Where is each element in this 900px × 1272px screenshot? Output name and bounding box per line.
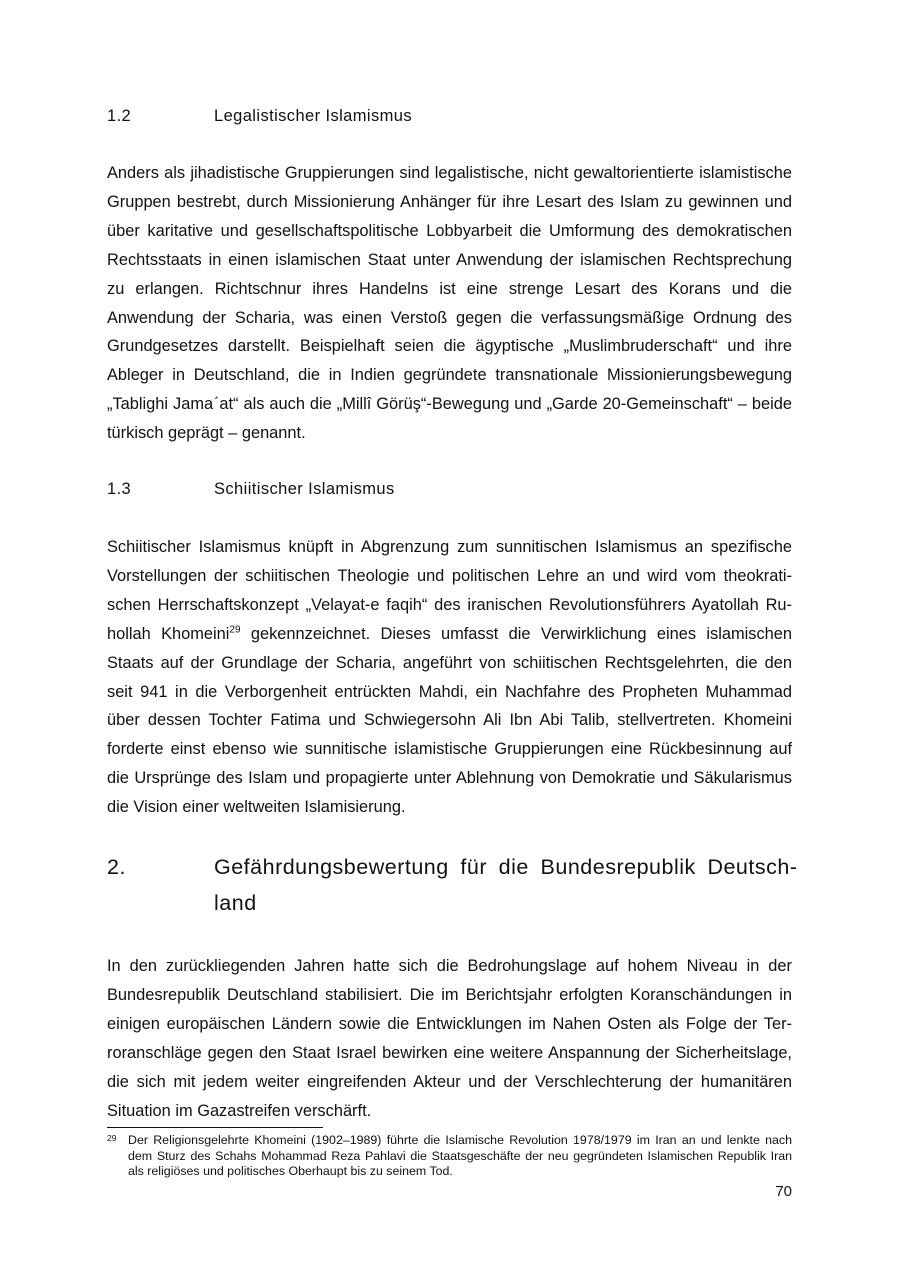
chapter-title: Gefährdungsbewertung für die Bundesrepublik Deutschland — [214, 855, 797, 915]
section-number: 1.3 — [107, 480, 132, 498]
paragraph-text: gekennzeichnet. Dieses umfasst die Verwirklichung eines islamischen Staats auf der Grundlage der Scharia, angeführt von schiitischen Rechtsgelehrten, die den seit 941 in die Verborgenheit entrückten Mahdi, ein Nachfahre des Propheten Muhammad über dessen Tochter Fatima und Schwiegersohn Ali Ibn Abi Talib, stellvertreten. Khomeini forderte einst ebenso wie sunnitische islamistische Gruppierungen eine Rückbesinnung auf die Ursprünge des Islam und propagierte unter Ablehnung von Demokratie und Säkularismus die Vision einer weltweiten Islamisierung. — [107, 624, 792, 817]
footnote-reference[interactable]: 29 — [229, 624, 241, 636]
footnote-separator — [107, 1127, 323, 1128]
paragraph-threat-assessment: In den zurückliegenden Jahren hatte sich die Bedrohungslage auf hohem Niveau in der Bundesrepublik Deutschland stabilisiert. Die im Berichtsjahr erfolgten Koranschändungen in einigen europäischen Ländern sowie die Entwicklungen im Nahen Osten als Folge der Terroranschläge gegen den Staat Israel bewirken eine weitere Anspannung der Sicherheitslage, die sich mit jedem weiter eingreifenden Akteur und der Verschlechterung der humanitären Situation im Gazastreifen verschärft. — [107, 957, 792, 1120]
footnote-number: 29 — [107, 1133, 117, 1143]
paragraph-shiite-islamism — [107, 533, 792, 822]
paragraph-text: Schiitischer Islamismus knüpft in Abgrenzung zum sunnitischen Islamismus an spezifische Vorstellungen der schiitischen Theologie und politischen Lehre an und wird vom theokratischen Herrschaftskonzept „Velayat-e faqih“ des iranischen Revolutionsführers Ayatollah Ruhollah Khomeini — [107, 538, 792, 643]
section-number: 1.2 — [107, 107, 132, 125]
paragraph-legalistic-islamism: Anders als jihadistische Gruppierungen sind legalistische, nicht gewaltorientierte islamistische Gruppen bestrebt, durch Missionierung Anhänger für ihre Lesart des Islam zu gewinnen und über karitative und gesellschaftspolitische Lobbyarbeit die Umformung des demokratischen Rechtsstaats in einen islamischen Staat unter Anwendung der islamischen Rechtsprechung zu erlangen. Richtschnur ihres Handelns ist eine strenge Lesart des Korans und die Anwendung der Scharia, was einen Verstoß gegen die verfassungsmäßige Ordnung des Grundgesetzes darstellt. Beispielhaft seien die ägyptische „Muslimbruderschaft“ und ihre Ableger in Deutschland, die in Indien gegründete transnationale Missionierungsbewegung „Tablighi Jamaˊat“ als auch die „Millî Görüş“-Bewegung und „Garde 20-Gemeinschaft“ – beide türkisch geprägt – genannt. — [107, 164, 792, 443]
section-title: Schiitischer Islamismus — [214, 480, 395, 498]
footnote-text: Der Religionsgelehrte Khomeini (1902–1989) führte die Islamische Revolution 1978/1979 im Iran an und lenkte nach dem Sturz des Schahs Mohammad Reza Pahlavi die Staatsgeschäfte der neu gegründeten Islamischen Republik Iran als religiöses und politisches Oberhaupt bis zu seinem Tod. — [128, 1133, 792, 1179]
page-number: 70 — [775, 1183, 792, 1200]
section-title: Legalistischer Islamismus — [214, 107, 412, 125]
chapter-number: 2. — [107, 855, 126, 879]
